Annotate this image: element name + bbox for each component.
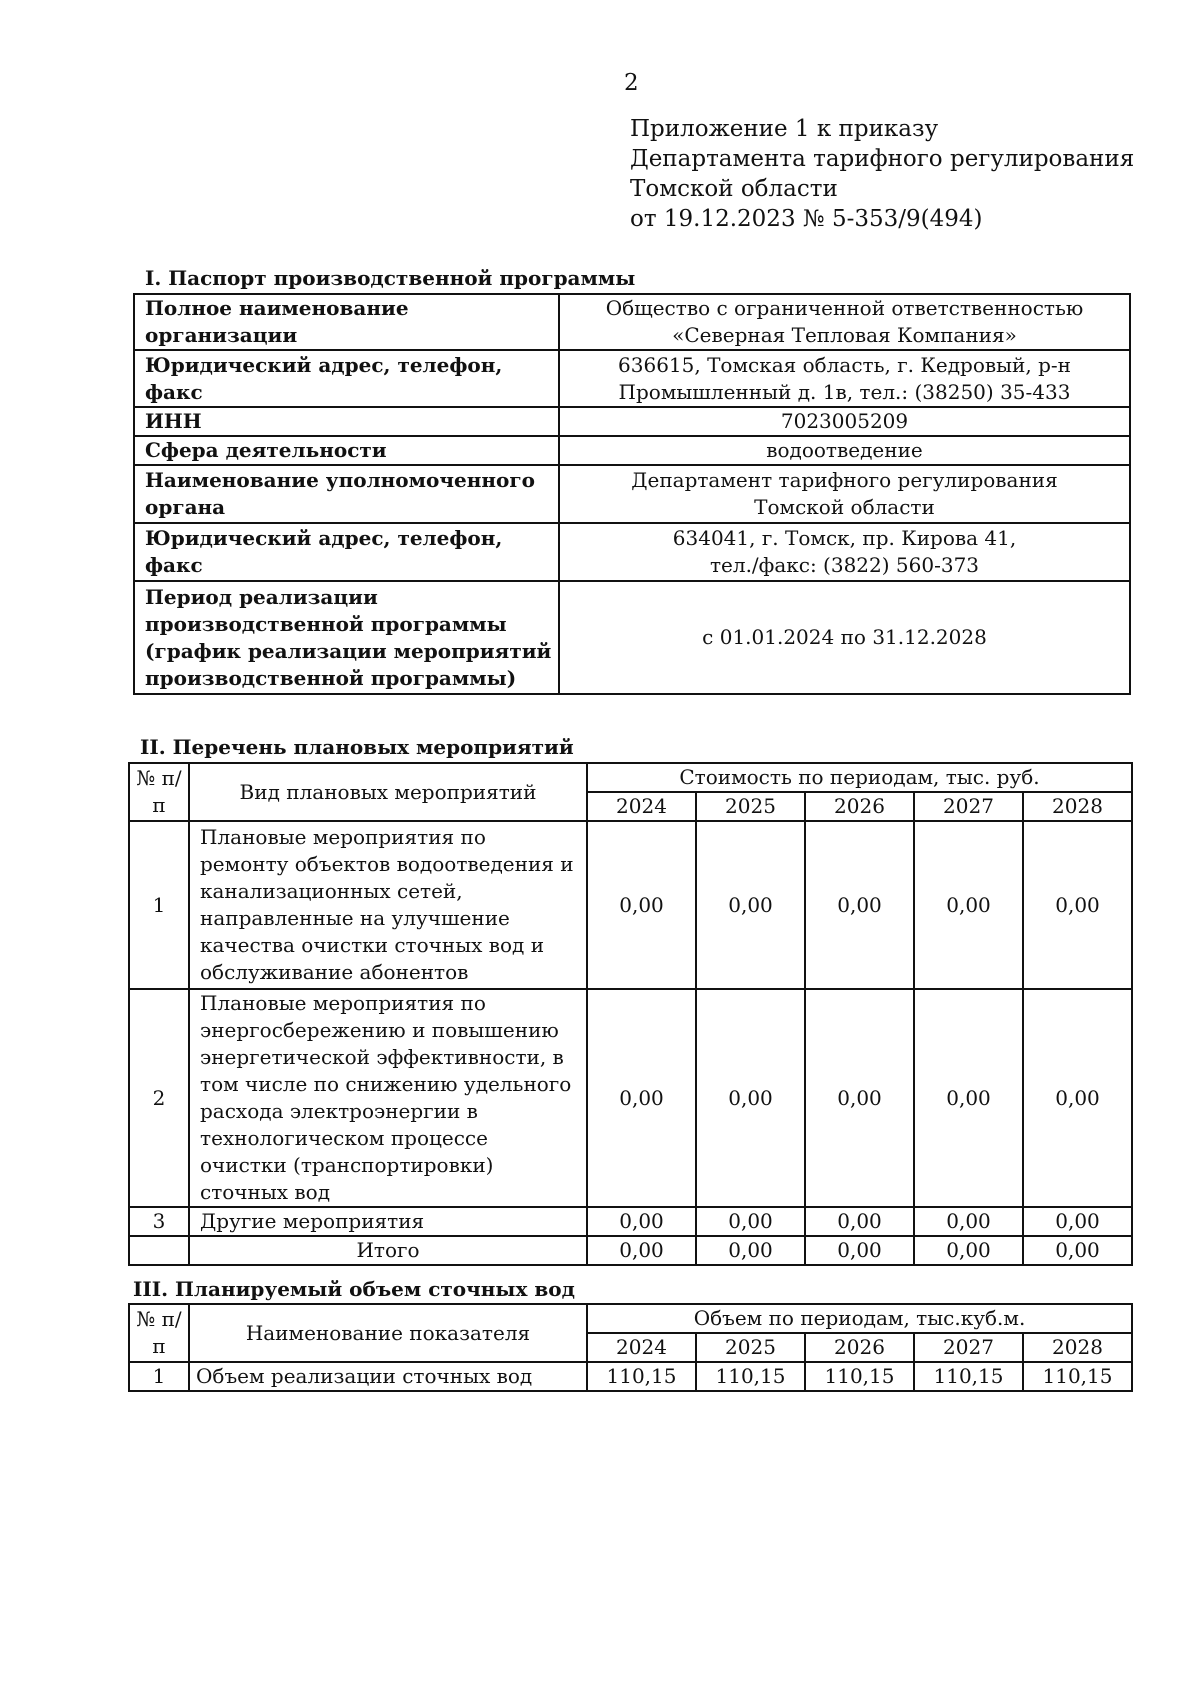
passport-label: Наименование уполномоченного органа	[134, 465, 559, 523]
passport-value	[559, 465, 1130, 523]
volume-periods-header: Объем по периодам, тыс.куб.м.	[587, 1304, 1132, 1333]
row-value: 0,00	[587, 821, 696, 989]
year-header: 2024	[587, 792, 696, 821]
row-value: 0,00	[587, 989, 696, 1207]
page-number: 2	[624, 70, 639, 96]
row-value: 0,00	[805, 1207, 914, 1236]
row-value: 110,15	[1023, 1362, 1132, 1391]
total-label: Итого	[189, 1236, 587, 1265]
row-value: 0,00	[914, 989, 1023, 1207]
passport-label: Период реализации производственной программы (график реализации мероприятий производственной программы)	[134, 581, 559, 694]
events-name-header: Вид плановых мероприятий	[189, 763, 587, 821]
year-header: 2025	[696, 1333, 805, 1362]
row-value: 0,00	[1023, 989, 1132, 1207]
row-value: 110,15	[587, 1362, 696, 1391]
passport-table	[133, 293, 1131, 695]
events-num-header: № п/п	[129, 763, 189, 821]
passport-row	[134, 523, 1130, 581]
passport-label: ИНН	[134, 407, 559, 436]
row-value: 0,00	[696, 1207, 805, 1236]
passport-row	[134, 294, 1130, 350]
passport-row	[134, 350, 1130, 407]
events-header-row	[129, 763, 1132, 792]
passport-value-line: «Северная Тепловая Компания»	[672, 323, 1017, 347]
passport-row	[134, 407, 1130, 436]
passport-value: 7023005209	[559, 407, 1130, 436]
year-header: 2027	[914, 792, 1023, 821]
row-value: 0,00	[805, 821, 914, 989]
section1-title: I. Паспорт производственной программы	[145, 266, 636, 290]
row-name: Плановые мероприятия по энергосбережению и повышению энергетической эффективности, в том числе по снижению удельного расхода электроэнергии в технологическом процессе очистки (транспортировки) сточных вод	[189, 989, 587, 1207]
passport-value-line: Департамент тарифного регулирования	[631, 468, 1058, 492]
row-num: 1	[129, 821, 189, 989]
total-value: 0,00	[914, 1236, 1023, 1265]
total-value: 0,00	[1023, 1236, 1132, 1265]
total-value: 0,00	[587, 1236, 696, 1265]
passport-label: Сфера деятельности	[134, 436, 559, 465]
volume-table	[128, 1303, 1133, 1392]
section3-title: III. Планируемый объем сточных вод	[133, 1277, 575, 1301]
passport-value: водоотведение	[559, 436, 1130, 465]
passport-value: с 01.01.2024 по 31.12.2028	[559, 581, 1130, 694]
appendix-line: Департамента тарифного регулирования	[630, 146, 1135, 172]
passport-row	[134, 436, 1130, 465]
row-value: 0,00	[1023, 1207, 1132, 1236]
passport-label: Юридический адрес, телефон, факс	[134, 523, 559, 581]
appendix-line: Приложение 1 к приказу	[630, 116, 939, 142]
passport-row	[134, 465, 1130, 523]
passport-value	[559, 350, 1130, 407]
passport-value-line: 636615, Томская область, г. Кедровый, р-н	[618, 352, 1071, 377]
events-total-row	[129, 1236, 1132, 1265]
total-value: 0,00	[696, 1236, 805, 1265]
events-row	[129, 821, 1132, 989]
appendix-line: Томской области	[630, 176, 838, 202]
total-value: 0,00	[805, 1236, 914, 1265]
row-num: 3	[129, 1207, 189, 1236]
events-row	[129, 989, 1132, 1207]
total-num-cell	[129, 1236, 189, 1265]
row-value: 110,15	[914, 1362, 1023, 1391]
row-value: 0,00	[696, 989, 805, 1207]
row-value: 0,00	[696, 821, 805, 989]
passport-label: Юридический адрес, телефон, факс	[134, 350, 559, 407]
section2-title: II. Перечень плановых мероприятий	[140, 735, 574, 759]
row-value: 0,00	[1023, 821, 1132, 989]
row-num: 2	[129, 989, 189, 1207]
passport-value-line: Промышленный д. 1в, тел.: (38250) 35-433	[618, 379, 1071, 404]
row-name: Другие мероприятия	[189, 1207, 587, 1236]
row-value: 110,15	[805, 1362, 914, 1391]
row-name: Плановые мероприятия по ремонту объектов водоотведения и канализационных сетей, направленные на улучшение качества очистки сточных вод и обслуживание абонентов	[189, 821, 587, 989]
year-header: 2026	[805, 792, 914, 821]
passport-row	[134, 581, 1130, 694]
volume-num-header: № п/п	[129, 1304, 189, 1362]
row-value: 110,15	[696, 1362, 805, 1391]
year-header: 2024	[587, 1333, 696, 1362]
volume-name-header: Наименование показателя	[189, 1304, 587, 1362]
passport-value-line: 634041, г. Томск, пр. Кирова 41,	[672, 526, 1017, 550]
passport-value	[559, 294, 1130, 350]
row-value: 0,00	[805, 989, 914, 1207]
passport-label: Полное наименование организации	[134, 294, 559, 350]
passport-value-line: Общество с ограниченной ответственностью	[605, 296, 1084, 320]
row-value: 0,00	[914, 821, 1023, 989]
year-header: 2028	[1023, 792, 1132, 821]
volume-header-row	[129, 1304, 1132, 1333]
passport-value-line: тел./факс: (3822) 560-373	[709, 553, 980, 577]
year-header: 2026	[805, 1333, 914, 1362]
year-header: 2025	[696, 792, 805, 821]
appendix-header	[630, 114, 1134, 234]
appendix-line: от 19.12.2023 № 5-353/9(494)	[630, 206, 983, 232]
row-num: 1	[129, 1362, 189, 1391]
year-header: 2027	[914, 1333, 1023, 1362]
row-value: 0,00	[587, 1207, 696, 1236]
volume-row	[129, 1362, 1132, 1391]
row-name: Объем реализации сточных вод	[189, 1362, 587, 1391]
passport-value-line: Томской области	[754, 495, 935, 519]
row-value: 0,00	[914, 1207, 1023, 1236]
passport-value	[559, 523, 1130, 581]
events-table	[128, 762, 1133, 1266]
year-header: 2028	[1023, 1333, 1132, 1362]
events-cost-header: Стоимость по периодам, тыс. руб.	[587, 763, 1132, 792]
events-row	[129, 1207, 1132, 1236]
